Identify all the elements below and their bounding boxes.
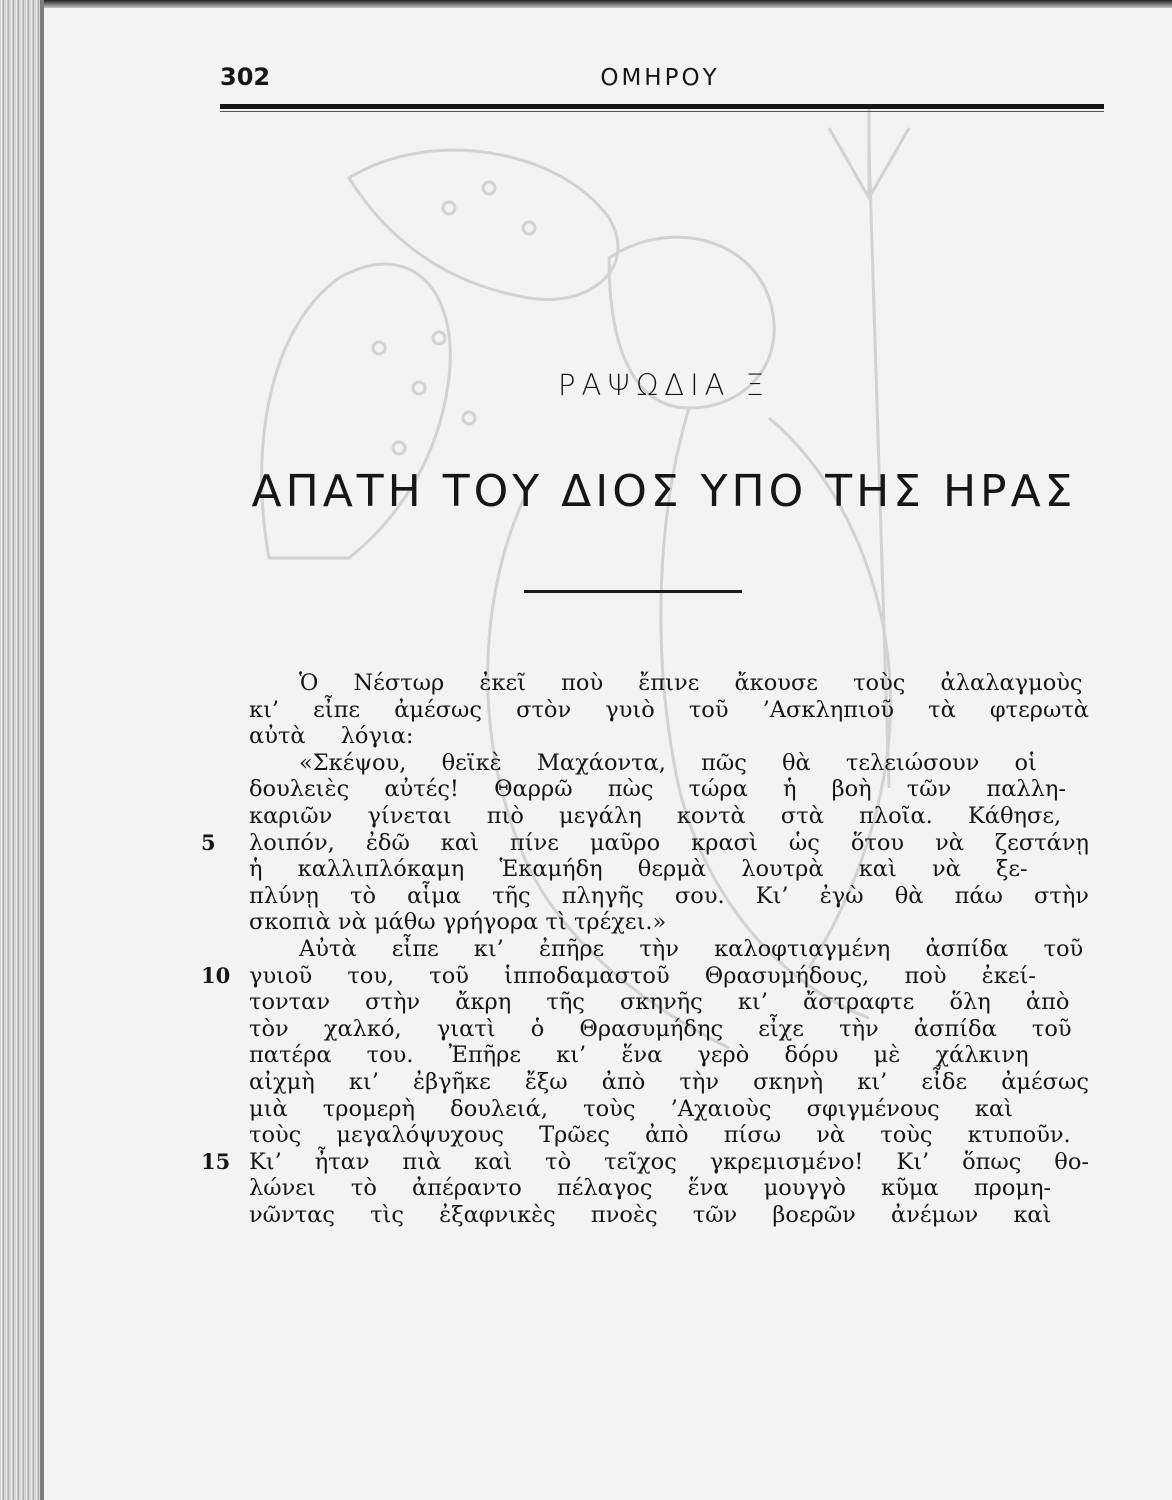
text-line bbox=[201, 962, 1089, 990]
rhapsody-heading: ΡΑΨΩΔΙΑ Ξ bbox=[557, 368, 771, 402]
text-line bbox=[249, 1016, 1089, 1043]
line-text: καριῶν γίνεται πιὸ μεγάλη κοντὰ στὰ πλοῖα. Κάθησε, bbox=[249, 802, 1062, 829]
title-divider bbox=[524, 590, 742, 593]
line-text: αὐτὰ λόγια: bbox=[249, 723, 414, 750]
text-line bbox=[249, 803, 1089, 830]
line-text: πλύνῃ τὸ αἷμα τῆς πληγῆς σου. Κι’ ἐγὼ θὰ πάω στὴν bbox=[249, 882, 1089, 909]
text-line bbox=[249, 856, 1089, 883]
line-text: δουλειὲς αὐτές! Θαρρῶ πὼς τώρα ἡ βοὴ τῶν παλλη- bbox=[249, 776, 1066, 803]
line-text: μιὰ τρομερὴ δουλειά, τοὺς ’Αχαιοὺς σφιγμένους καὶ bbox=[249, 1095, 1014, 1122]
text-line bbox=[249, 909, 1089, 936]
line-text: Αὐτὰ εἶπε κι’ ἐπῆρε τὴν καλοφτιαγμένη ἀσπίδα τοῦ bbox=[299, 935, 1084, 962]
text-line bbox=[249, 1202, 1089, 1229]
text-line bbox=[249, 1042, 1089, 1069]
page-stack-edge bbox=[0, 0, 44, 1500]
line-number: 5 bbox=[201, 829, 216, 855]
body-text bbox=[201, 670, 1089, 1228]
text-line bbox=[249, 776, 1089, 803]
header-rule-thin bbox=[220, 111, 1104, 112]
line-text: «Σκέψου, θεϊκὲ Μαχάοντα, πῶς θὰ τελειώσουν οἱ bbox=[299, 749, 1037, 776]
text-line bbox=[249, 936, 1089, 963]
running-head bbox=[220, 63, 1100, 97]
line-text: σκοπιὰ νὰ μάθω γρήγορα τὶ τρέχει.» bbox=[249, 909, 667, 936]
line-text: αἰχμὴ κι’ ἐβγῆκε ἔξω ἀπὸ τὴν σκηνὴ κι’ εἶδε ἀμέσως bbox=[249, 1068, 1089, 1095]
line-text: τοὺς μεγαλόψυχους Τρῶες ἀπὸ πίσω νὰ τοὺς κτυποῦν. bbox=[249, 1122, 1071, 1149]
line-text: ἡ καλλιπλόκαμη Ἑκαμήδη θερμὰ λουτρὰ καὶ νὰ ξε- bbox=[249, 856, 1028, 883]
line-text: κι’ εἶπε ἀμέσως στὸν γυιὸ τοῦ ’Ασκληπιοῦ τὰ φτερωτὰ bbox=[249, 696, 1089, 723]
text-line bbox=[249, 1069, 1089, 1096]
line-number: 15 bbox=[201, 1148, 231, 1174]
text-line bbox=[249, 1175, 1089, 1202]
line-text: γυιοῦ του, τοῦ ἱπποδαμαστοῦ Θρασυμήδους, ποὺ ἐκεί- bbox=[249, 962, 1036, 989]
header-rule bbox=[220, 104, 1104, 109]
page-number: 302 bbox=[220, 63, 271, 91]
line-text: πατέρα του. Ἐπῆρε κι’ ἕνα γερὸ δόρυ μὲ χάλκινη bbox=[249, 1042, 1029, 1069]
line-text: Κι’ ἦταν πιὰ καὶ τὸ τεῖχος γκρεμισμένο! Κι’ ὅπως θο- bbox=[249, 1148, 1089, 1175]
text-line bbox=[249, 1096, 1089, 1123]
text-line bbox=[249, 697, 1089, 724]
line-text: λοιπόν, ἐδῶ καὶ πίνε μαῦρο κρασὶ ὡς ὅτου νὰ ζεστάνῃ bbox=[249, 829, 1089, 856]
line-number: 10 bbox=[201, 962, 231, 988]
chapter-title: ΑΠΑΤΗ ΤΟΥ ΔΙΟΣ ΥΠΟ ΤΗΣ ΗΡΑΣ bbox=[251, 466, 1077, 517]
text-line bbox=[249, 1122, 1089, 1149]
text-line bbox=[249, 670, 1089, 697]
text-line bbox=[201, 829, 1089, 857]
book-page bbox=[44, 8, 1172, 1500]
running-title: ΟΜΗΡΟΥ bbox=[600, 65, 720, 91]
text-line bbox=[249, 750, 1089, 777]
text-line bbox=[249, 883, 1089, 910]
line-text: τὸν χαλκό, γιατὶ ὁ Θρασυμήδης εἶχε τὴν ἀσπίδα τοῦ bbox=[249, 1015, 1072, 1042]
line-text: νῶντας τὶς ἐξαφνικὲς πνοὲς τῶν βοερῶν ἀνέμων καὶ bbox=[249, 1201, 1052, 1228]
line-text: λώνει τὸ ἀπέραντο πέλαγος ἕνα μουγγὸ κῦμα προμη- bbox=[249, 1175, 1052, 1202]
text-line bbox=[249, 989, 1089, 1016]
line-text: τονταν στὴν ἄκρη τῆς σκηνῆς κι’ ἄστραφτε ὅλη ἀπὸ bbox=[249, 989, 1070, 1016]
text-line bbox=[201, 1148, 1089, 1176]
line-text: Ὁ Νέστωρ ἐκεῖ ποὺ ἔπινε ἄκουσε τοὺς ἀλαλαγμοὺς bbox=[299, 670, 1083, 696]
text-line bbox=[249, 723, 1089, 750]
